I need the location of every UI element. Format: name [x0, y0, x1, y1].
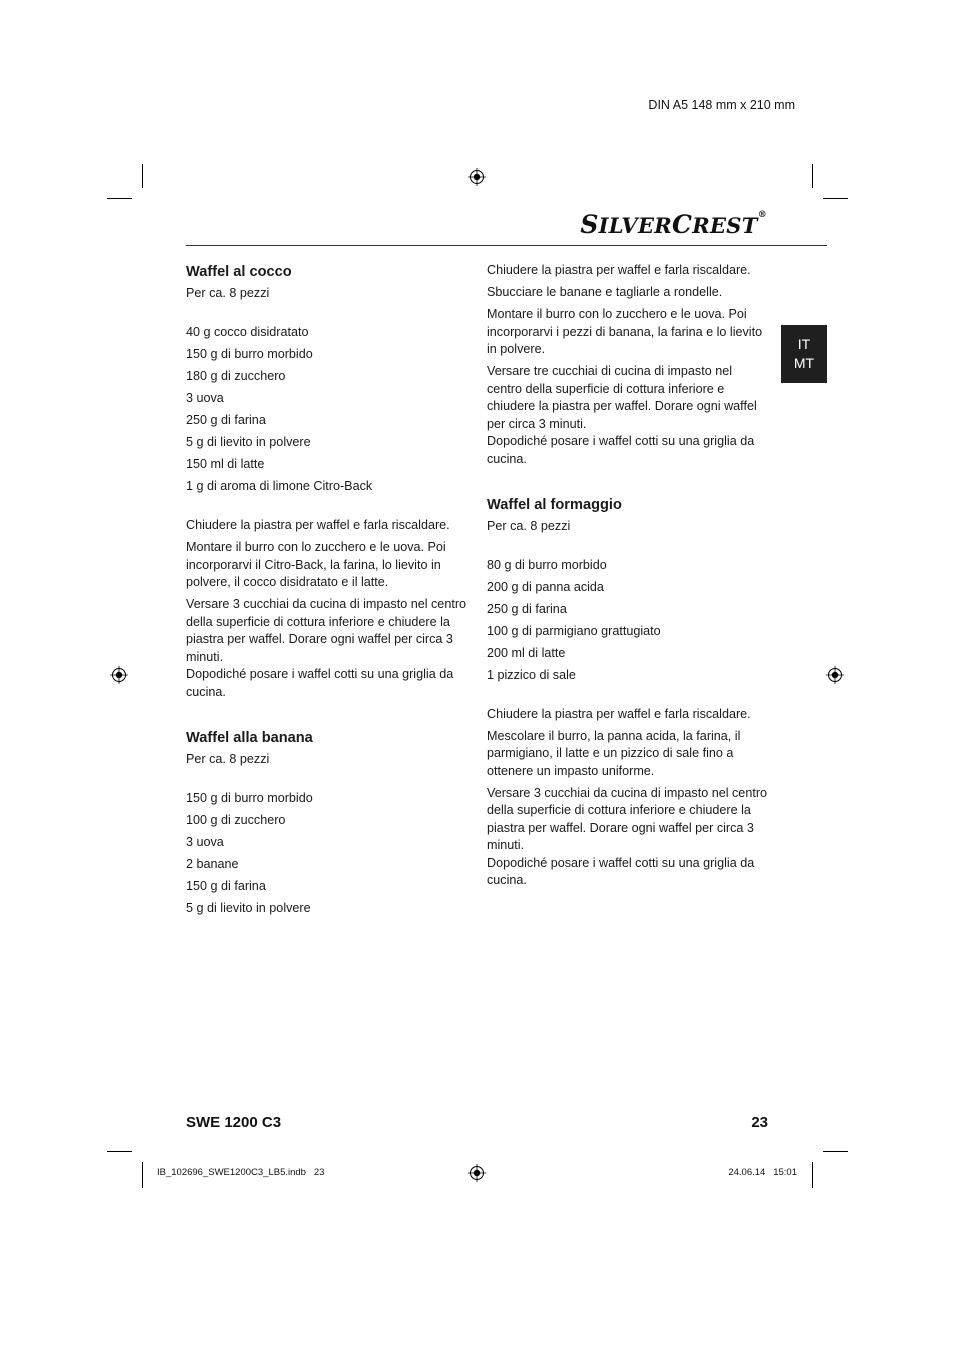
crop-mark [823, 198, 848, 199]
left-column [186, 263, 468, 922]
language-code: MT [793, 355, 815, 371]
ingredient: 250 g di farina [487, 601, 567, 616]
crop-mark [142, 164, 143, 188]
language-tab [781, 325, 827, 383]
ingredient: 3 uova [186, 391, 224, 405]
recipe-step: Montare il burro con lo zucchero e le uova. Poi incorporarvi il Citro-Back, la farina, lo lievito in polvere, il cocco disidratato e il latte. [186, 540, 446, 589]
page-number: 23 [751, 1114, 768, 1131]
recipe-step: Versare 3 cucchiai da cucina di impasto nel centro della superficie di cottura inferiore e chiudere la piastra per waffel. Dorare ogni waffel per circa 3 minuti. [487, 785, 768, 852]
recipe-step: Versare tre cucchiai di cucina di impasto nel centro della superficie di cottura inferiore e chiudere la piastra per waffel. Dorare ogni waffel per circa 3 minuti. [487, 364, 757, 431]
ingredient: 150 ml di latte [186, 457, 265, 471]
ingredient: 80 g di burro morbido [487, 557, 607, 572]
ingredient: 180 g di zucchero [186, 369, 286, 383]
recipe-step: Chiudere la piastra per waffel e farla riscaldare. [186, 518, 450, 532]
registration-mark-icon [468, 168, 486, 186]
recipe-step: Chiudere la piastra per waffel e farla riscaldare. [487, 706, 751, 721]
recipe-yield: Per ca. 8 pezzi [186, 751, 270, 766]
recipe-step: Chiudere la piastra per waffel e farla riscaldare. [487, 263, 751, 277]
ingredient: 200 g di panna acida [487, 579, 604, 594]
registration-mark-icon [826, 666, 844, 684]
crop-mark [142, 1162, 143, 1188]
ingredient: 100 g di zucchero [186, 812, 286, 827]
ingredient: 150 g di burro morbido [186, 347, 313, 361]
crop-mark [107, 1151, 132, 1152]
ingredient: 1 g di aroma di limone Citro-Back [186, 479, 373, 493]
print-datetime: 24.06.14 15:01 [728, 1167, 797, 1178]
recipe-step: Mescolare il burro, la panna acida, la farina, il parmigiano, il latte e un pizzico di sale fino a ottenere un impasto uniforme. [487, 728, 741, 778]
recipe-step: Dopodiché posare i waffel cotti su una griglia da cucina. [186, 667, 454, 699]
ingredient: 200 ml di latte [487, 645, 566, 660]
recipe-yield: Per ca. 8 pezzi [186, 286, 270, 300]
ingredient: 5 g di lievito in polvere [186, 435, 311, 449]
file-slug: IB_102696_SWE1200C3_LB5.indb 23 [157, 1167, 325, 1178]
ingredient: 5 g di lievito in polvere [186, 900, 311, 915]
ingredient: 3 uova [186, 834, 224, 849]
crop-mark [812, 1162, 813, 1188]
ingredient: 2 banane [186, 856, 239, 871]
language-code: IT [797, 336, 811, 352]
crop-mark [107, 198, 132, 199]
ingredient: 150 g di burro morbido [186, 790, 313, 805]
crop-mark [812, 164, 813, 188]
recipe-step: Versare 3 cucchiai da cucina di impasto nel centro della superficie di cottura inferiore e chiudere la piastra per waffel. Dorare ogni waffel per circa 3 minuti. [186, 597, 467, 664]
model-number: SWE 1200 C3 [186, 1114, 282, 1131]
recipe-title: Waffel al formaggio [487, 496, 622, 513]
recipe-step: Dopodiché posare i waffel cotti su una griglia da cucina. [487, 855, 755, 887]
ingredient: 250 g di farina [186, 413, 266, 427]
ingredient: 40 g cocco disidratato [186, 325, 309, 339]
print-format-info: DIN A5 148 mm x 210 mm [648, 98, 795, 112]
recipe-step: Sbucciare le banane e tagliarle a rondelle. [487, 285, 723, 299]
recipe-yield: Per ca. 8 pezzi [487, 518, 571, 533]
recipe-step: Montare il burro con lo zucchero e le uova. Poi incorporarvi i pezzi di banana, la farina e lo lievito in polvere. [487, 307, 763, 356]
brand-logo: SILVERCREST® [580, 210, 767, 239]
recipe-title: Waffel alla banana [186, 729, 313, 746]
ingredient: 150 g di farina [186, 878, 266, 893]
ingredient: 1 pizzico di sale [487, 667, 576, 682]
registration-mark-icon [110, 666, 128, 684]
registration-mark-icon [468, 1164, 486, 1182]
ingredient: 100 g di parmigiano grattugiato [487, 623, 661, 638]
header-rule [186, 245, 827, 246]
crop-mark [823, 1151, 848, 1152]
recipe-title: Waffel al cocco [186, 264, 292, 280]
recipe-step: Dopodiché posare i waffel cotti su una griglia da cucina. [487, 434, 755, 466]
right-column [487, 262, 769, 894]
